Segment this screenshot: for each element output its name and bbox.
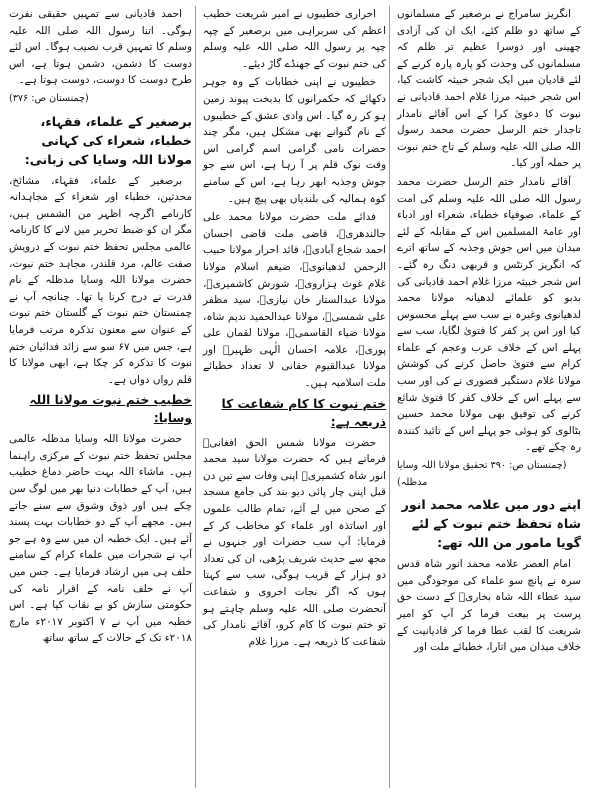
paragraph: آقائے نامدار ختم الرسل حضرت محمد رسول اللہ صلی اللہ علیہ وسلم کی امت کے علماء، صوفیاء خطباء، شعراء اور ادباء اور عامۃ المسلمین اس کے مقابلہ کے لئے میدان میں اس جوش وجذبہ کے ساتھ اترے کہ انگریز کرنٹس و قربھی دنگ رہ گئے۔ اس شجر خبیثہ مرزا غلام احمد قادیانی کی بدبو کو علمائے لدھیانہ مولانا محمد لدھیانوی وغیرہ نے سب سے پہلے محسوس کیا اور اس پر کفر کا فتویٰ لگایا، سب سے پہلے اس کے خلاف عرب وعجم کے علماء کرام سے فتویٰ حاصل کرنے کی کوشش مولانا غلام دستگیر قصوری نے کی اور سب سے پہلے اس کے خلاف کفر کا فتویٰ شائع کرنے کی توفیق بھی مولانا محمد حسین بٹالوی کو ہوئی جو پہلے اس کے تائید کنندہ رہ چکے تھے۔ — [397, 175, 581, 454]
paragraph: حضرت مولانا شمس الحق افغانیؒ فرماتے ہیں کہ حضرت مولانا سید محمد انور شاہ کشمیریؒ اپنی وفات سے تین دن قبل اپنی چار پائی دیو بند کی جامع مسجد کے صحن میں لے آئے، تمام طالب علموں اور اساتذہ اور علماء کو مخاطب کر کے فرمایا: آپ سب حضرات اور جنہوں نے مجھ سے حدیث شریف پڑھی، ان کی تعداد دو ہزار کے قریب ہوگی، سب سے کہتا ہوں کہ اگر نجات اخروی و شفاعت آنحضرت صلی اللہ علیہ وسلم چاہتے ہو تو ختم نبوت کا کام کرو، آقائے نامدار کی شفاعت کا ذریعہ ہے۔ مرزا غلام — [203, 436, 386, 648]
section-heading: اپنے دور میں علامہ محمد انور شاہ تحفظ ختم نبوت کے لئے گویا مامور من اللہ تھے: — [401, 497, 581, 551]
paragraph: برصغیر کے علماء، فقہاء، مشائخ، محدثین، خطباء اور شعراء کے مجاہدانہ کارنامے اگرچہ اظہر من الشمس ہیں، مگر ان کو ضبط تحریر میں لانے کا کارنامہ عالمی مجلس تحفظ ختم نبوت کے درویش صفت عالم، مرد قلندر، مجاہد ختم نبوت، حضرت مولانا اللہ وسایا مدظلہ کے نام قدرت نے درج کرنا یا تھا۔ چنانچہ آپ نے چمنستان ختم نبوت کے گلستان ختم نبوت کے عنوان سے معنون تذکرہ مرتب فرمایا ہے، جس میں ۶۷ سو سے زائد فدائیان ختم نبوت کا تذکرہ کر چکا ہے، ابھی مولانا کا قلم رواں دواں ہے۔ — [9, 174, 192, 386]
paragraph: انگریز سامراج نے برصغیر کے مسلمانوں کے ساتھ دو ظلم کئے، ایک ان کی آزادی چھینی اور دوسرا عظیم تر ظلم کہ مسلمانوں کی وحدت کو پارہ پارہ کرنے کے لئے قادیان میں ایک شجر خبیثہ کاشت کیا، اس شجر خبیثہ مرزا غلام احمد قادیانی نے نبوت کا دعویٰ کرا کے اس آقائے نامدار تاجدار ختم الرسل حضرت محمد رسول اللہ صلی اللہ علیہ وسلم کے تاج ختم نبوت پر حملہ آور کیا۔ — [397, 8, 581, 170]
section-heading: برصغیر کے علماء، فقہاء، خطباء، شعراء کی کہانی مولانا اللہ وسایا کی زبانی: — [24, 113, 192, 167]
paragraph: فدائے ملت حضرت مولانا محمد علی جالندھریؒ، قاضی ملت قاضی احسان احمد شجاع آبادیؒ، قائد احرار مولانا حبیب الرحمن لدھیانویؒ، ضیغم اسلام مولانا غلام غوث ہزارویؒ، شورش کاشمیریؒ، مولانا عبدالستار خان نیازیؒ، سید مظفر علی شمسیؒ، مولانا عبدالحمید ندیم شاہ، مولانا ضیاء القاسمیؒ، مولانا لقمان علی پوریؒ، علامہ احسان الٰہی ظہیرؒ اور مولانا عبدالقیوم حقانی لا تعداد خطبائے ملت اسلامیہ ہیں۔ — [203, 211, 386, 390]
column-right — [394, 6, 584, 788]
paragraph: خطیبوں نے اپنی خطابات کے وہ جوہر دکھائے کہ حکمرانوں کا بدبخت پیوند زمین ہو کر رہ گیا۔ اس وادی عشق کے خطیبوں کے نام گنوانے بھی مشکل ہیں، مگر چند حضرات نامی گرامی اسم گرامی اس وقت نوک قلم پر آ رہا ہے، اس سے جو جوش وجذبہ ابھر رہا ہے، اس کے سامنے کوہ ہمالیہ کی بلندیاں بھی پیچ ہیں۔ — [203, 76, 386, 205]
section-heading: ختم نبوت کا کام شفاعت کا ذریعہ ہے: — [221, 396, 386, 429]
column-middle — [200, 6, 390, 788]
section-heading: خطیب ختم نبوت مولانا اللہ وسایا: — [29, 393, 192, 426]
paragraph: احمد قادیانی سے تمہیں حقیقی نفرت ہوگی۔ اتنا رسول اللہ صلی اللہ علیہ وسلم کا تمہیں قرب نصیب ہوگا۔ اس لئے دوست کا دشمن، دشمن ہوتا ہے، اس طرح دوست کا دوست، دوست ہوتا ہے۔ — [9, 8, 192, 87]
citation: (چمنستان ص: ۳۹۰ تحقیق مولانا اللہ وسایا مدظلہ) — [397, 460, 567, 488]
column-left — [6, 6, 196, 788]
paragraph: حضرت مولانا اللہ وسایا مدظلہ عالمی مجلس تحفظ ختم نبوت کے مرکزی راہنما ہیں۔ ماشاء اللہ بہت حاضر دماغ خطیب ہیں، آپ کے خطابات دنیا بھر میں لوگ سن چکے ہیں اور ذوق وشوق سے سنے جاتے ہیں۔ مجھے آپ کے دو خطابات بہت پسند آئے ہیں۔ ایک خطبہ ان میں سے وہ ہے جو آپ نے شجرات میں علماء کرام کے سامنے حلف ہی میں ارشاد فرمایا ہے۔ جس میں آپ نے حلف نامہ کے اقرار نامہ کی حکومتی سازش کو بے نقاب کیا ہے۔ اس خطبہ میں آپ نے ۷ اکتوبر ۲۰۱۷ء مارچ ۲۰۱۸ء تک کے حالات کے ساتھ ساتھ — [9, 433, 192, 645]
paragraph: امام العصر علامہ محمد انور شاہ قدس سرہ نے پانچ سو علماء کی موجودگی میں سید عطاء اللہ شاہ بخاریؒ کے دست حق پرست پر بیعت فرما کر آپ کو امیر شریعت کا لقب عطا فرما کر قادیانیت کے خلاف میدان میں اتارا، خطبائے ملت اور — [397, 558, 581, 654]
citation: (چمنستان ص: ۳۷۶) — [9, 92, 89, 104]
paragraph: احراری خطیبوں نے امیر شریعت خطیب اعظم کی سربراہی میں برصغیر کے چپہ چپہ پر رسول اللہ صلی اللہ علیہ وسلم کی ختم نبوت کے جھنڈے گاڑ دیئے۔ — [203, 8, 386, 70]
